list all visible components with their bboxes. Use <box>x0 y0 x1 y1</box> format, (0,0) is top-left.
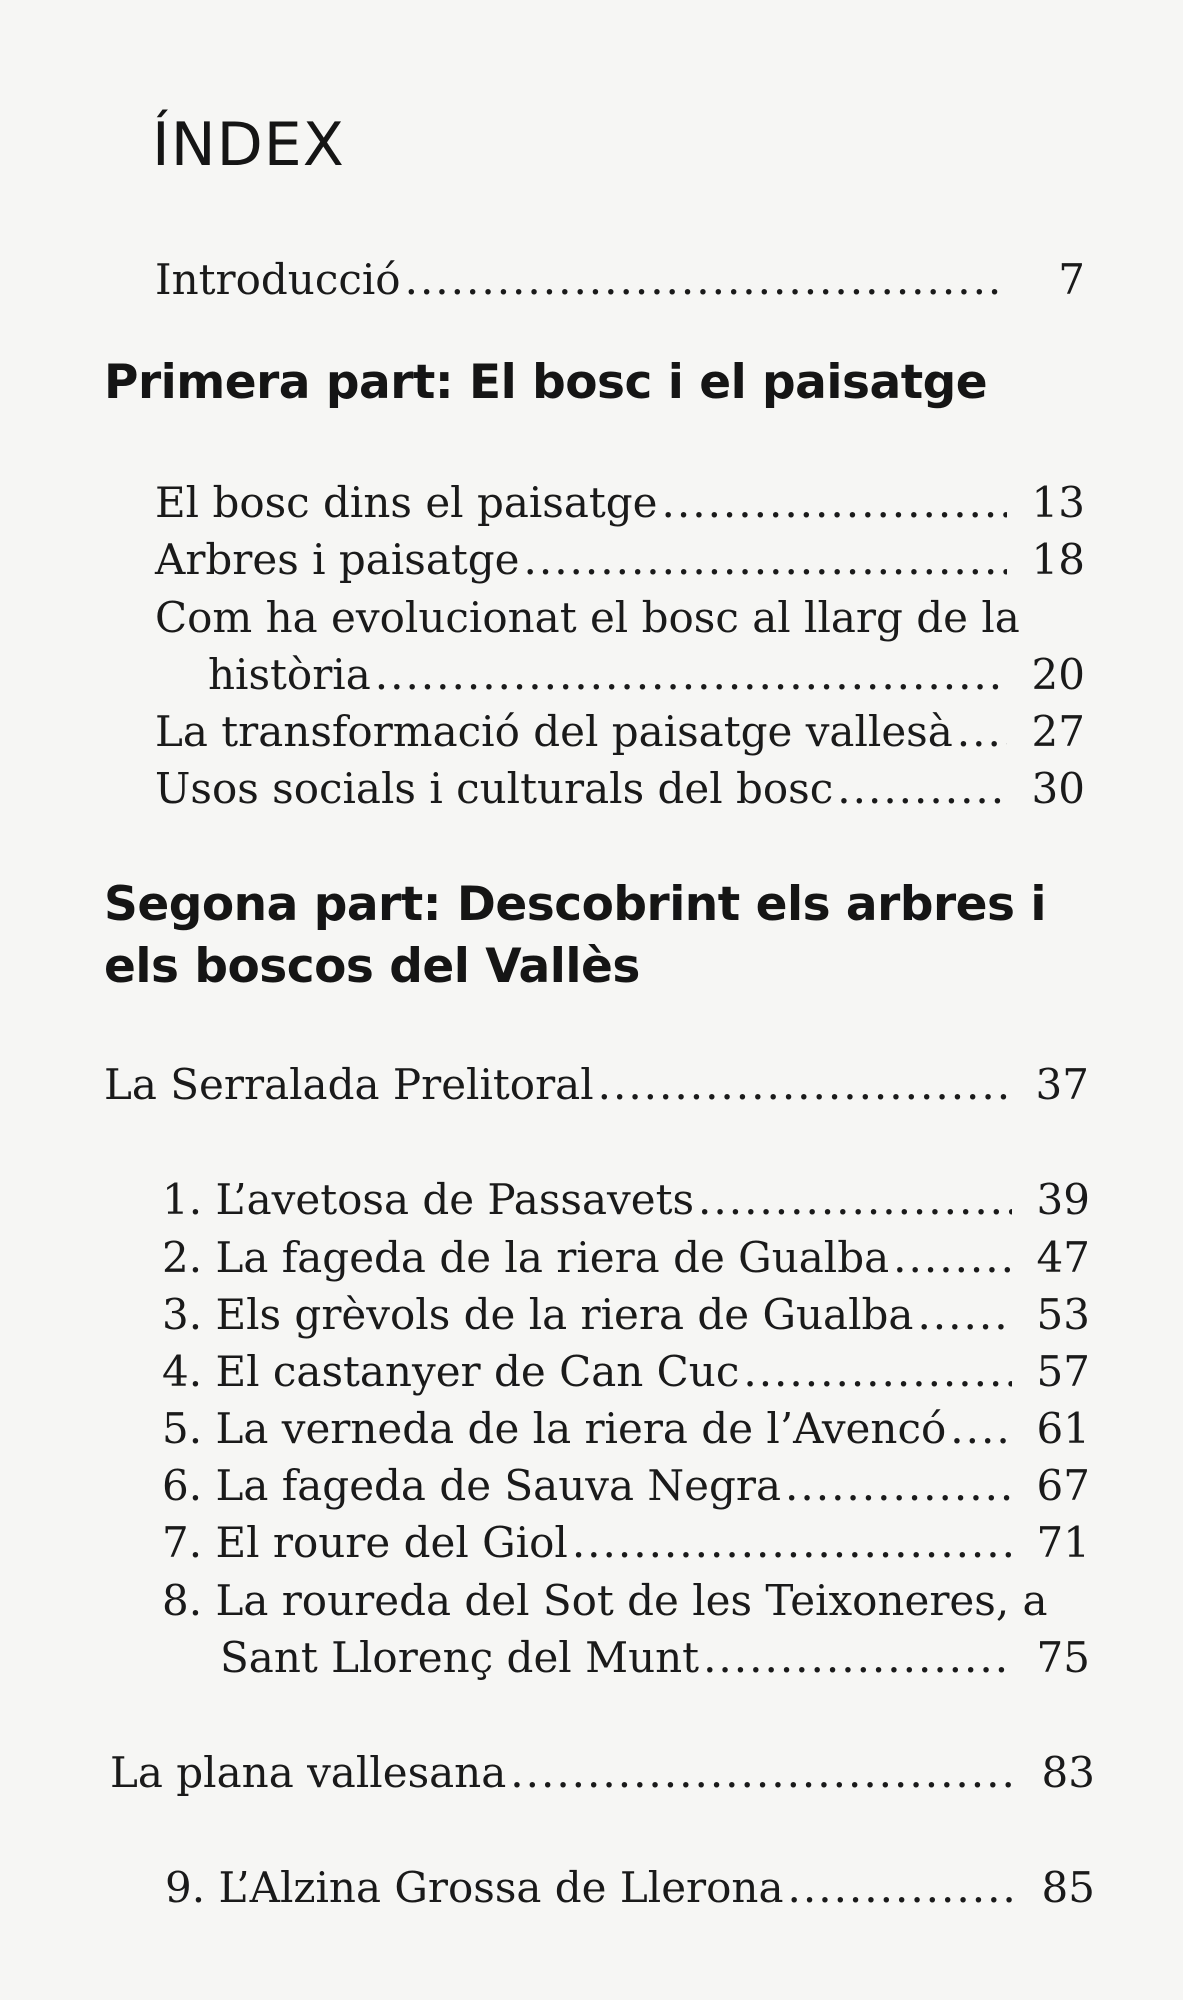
toc-entry-label: El castanyer de Can Cuc <box>215 1347 740 1396</box>
toc-entry[interactable] <box>162 1344 1090 1400</box>
toc-entry-number: 9. <box>165 1863 206 1912</box>
toc-entry[interactable] <box>162 1287 1090 1343</box>
toc-entry-label: Arbres i paisatge <box>155 535 520 584</box>
toc-section-serralada[interactable] <box>104 1057 1089 1113</box>
toc-entry-label: La verneda de la riera de l’Avencó <box>215 1404 947 1453</box>
toc-entry-number: 3. <box>162 1290 203 1339</box>
toc-entry-line1 <box>162 1573 1048 1629</box>
toc-entry-label: Els grèvols de la riera de Gualba <box>215 1290 914 1339</box>
toc-entry-label: El bosc dins el paisatge <box>155 478 658 527</box>
toc-section-label: La plana vallesana <box>110 1748 507 1797</box>
leader-dots <box>785 1458 1012 1514</box>
toc-page-number: 18 <box>1031 535 1085 584</box>
part-one-title: Primera part: El bosc i el paisatge <box>104 355 988 410</box>
toc-entry-label: La fageda de Sauva Negra <box>215 1461 782 1510</box>
toc-entry-number: 1. <box>162 1175 203 1224</box>
toc-entry-label: història <box>208 650 371 699</box>
toc-page-number: 20 <box>1031 650 1085 699</box>
toc-entry-number: 5. <box>162 1404 203 1453</box>
toc-entry-label: La fageda de la riera de Gualba <box>215 1233 890 1282</box>
toc-entry-number: 6. <box>162 1461 203 1510</box>
toc-page-number: 30 <box>1031 764 1085 813</box>
leader-dots <box>893 1230 1012 1286</box>
toc-page-number: 57 <box>1036 1347 1090 1396</box>
toc-entry-number: 2. <box>162 1233 203 1282</box>
toc-entry-label: El roure del Giol <box>215 1518 568 1567</box>
toc-entry[interactable] <box>162 1401 1090 1457</box>
leader-dots <box>598 1057 1011 1113</box>
toc-page-number: 85 <box>1041 1863 1095 1912</box>
toc-page-number: 39 <box>1036 1175 1090 1224</box>
toc-entry[interactable] <box>155 475 1085 531</box>
toc-section-plana[interactable] <box>110 1745 1095 1801</box>
toc-entry-number: 7. <box>162 1518 203 1567</box>
leader-dots <box>917 1287 1012 1343</box>
toc-page-number: 53 <box>1036 1290 1090 1339</box>
toc-page-number: 27 <box>1031 707 1085 756</box>
toc-page-number: 61 <box>1036 1404 1090 1453</box>
toc-entry[interactable] <box>208 647 1085 703</box>
leader-dots <box>957 704 1007 760</box>
leader-dots <box>375 647 1007 703</box>
leader-dots <box>950 1401 1012 1457</box>
toc-entry[interactable] <box>155 704 1085 760</box>
toc-entry-label: Introducció <box>155 255 401 304</box>
toc-entry-label: L’Alzina Grossa de Llerona <box>218 1863 784 1912</box>
toc-page-number: 13 <box>1031 478 1085 527</box>
leader-dots <box>743 1344 1012 1400</box>
toc-entry[interactable] <box>162 1515 1090 1571</box>
toc-entry[interactable] <box>162 1172 1090 1228</box>
toc-entry-intro[interactable] <box>155 252 1085 308</box>
index-title: ÍNDEX <box>152 110 345 180</box>
toc-page-number: 67 <box>1036 1461 1090 1510</box>
leader-dots <box>698 1172 1012 1228</box>
toc-entry-number: 8. <box>162 1576 203 1625</box>
leader-dots <box>524 532 1008 588</box>
toc-section-label: La Serralada Prelitoral <box>104 1060 594 1109</box>
toc-page-number: 75 <box>1036 1633 1090 1682</box>
toc-entry[interactable] <box>162 1458 1090 1514</box>
leader-dots <box>703 1630 1012 1686</box>
toc-page-number: 83 <box>1041 1748 1095 1797</box>
toc-page-number: 47 <box>1036 1233 1090 1282</box>
toc-entry-number: 4. <box>162 1347 203 1396</box>
part-two-title: Segona part: Descobrint els arbres i els boscos del Vallès <box>104 877 1046 994</box>
toc-entry[interactable] <box>165 1860 1095 1916</box>
toc-entry-label-line1: Com ha evolucionat el bosc al llarg de la <box>155 593 1020 642</box>
leader-dots <box>405 252 1007 308</box>
toc-entry-label: Sant Llorenç del Munt <box>220 1633 700 1682</box>
toc-entry[interactable] <box>155 532 1085 588</box>
toc-entry[interactable] <box>162 1230 1090 1286</box>
toc-entry-label: La transformació del paisatge vallesà <box>155 707 953 756</box>
toc-entry-label: Usos socials i culturals del bosc <box>155 764 834 813</box>
leader-dots <box>510 1745 1017 1801</box>
toc-entry-label-line1: La roureda del Sot de les Teixoneres, a <box>215 1576 1048 1625</box>
leader-dots <box>572 1515 1012 1571</box>
toc-page-number: 7 <box>1058 255 1085 304</box>
toc-page-number: 71 <box>1036 1518 1090 1567</box>
toc-entry[interactable] <box>220 1630 1090 1686</box>
toc-page-number: 37 <box>1035 1060 1089 1109</box>
leader-dots <box>788 1860 1017 1916</box>
toc-entry-label: L’avetosa de Passavets <box>215 1175 695 1224</box>
leader-dots <box>837 761 1007 817</box>
toc-entry[interactable] <box>155 761 1085 817</box>
leader-dots <box>662 475 1007 531</box>
